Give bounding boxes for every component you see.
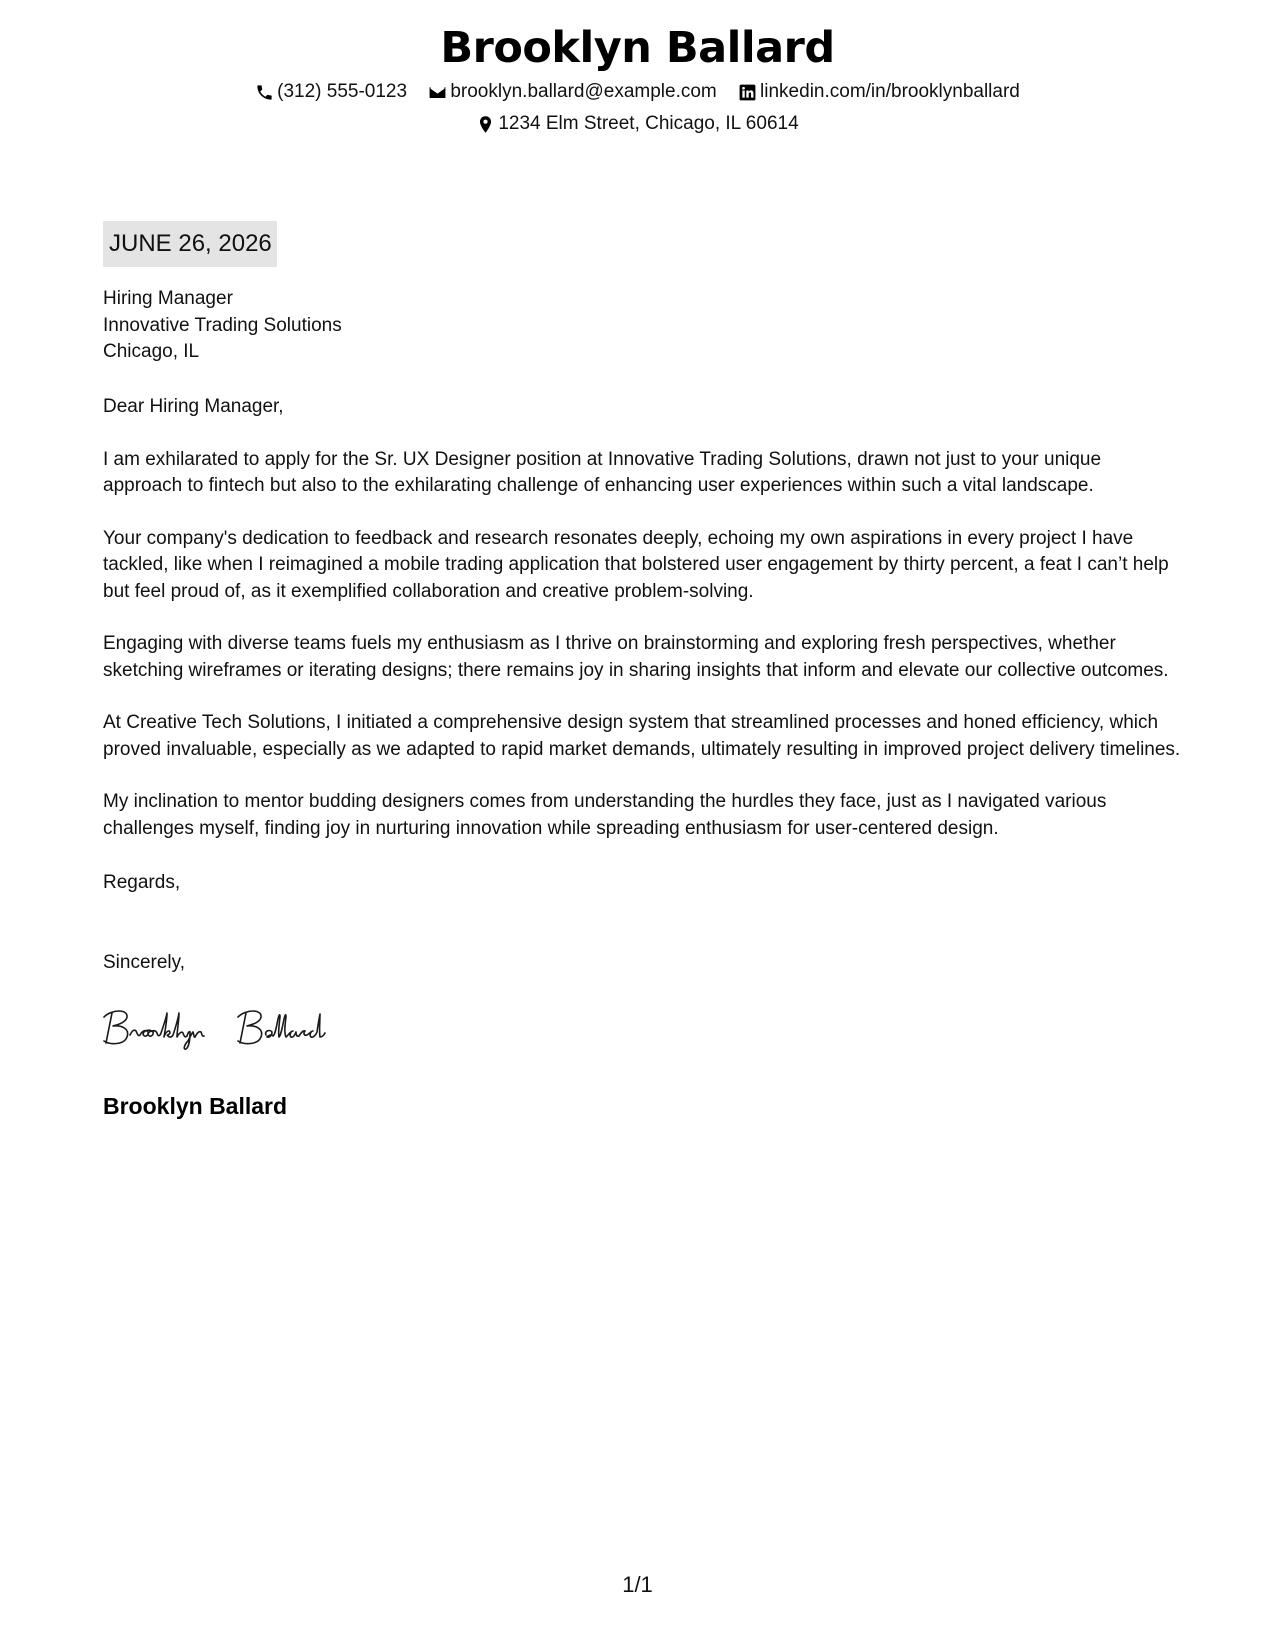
signer-name: Brooklyn Ballard (103, 1093, 288, 1119)
recipient-location: Chicago, IL (103, 341, 200, 362)
recipient-title: Hiring Manager (103, 288, 233, 309)
applicant-name-heading: Brooklyn Ballard (440, 23, 835, 73)
contact-phone (255, 79, 407, 105)
contact-row-primary (0, 79, 1275, 110)
letter-date: JUNE 26, 2026 (103, 221, 277, 267)
contact-address-text: 1234 Elm Street, Chicago, IL 60614 (498, 113, 799, 134)
map-marker-icon (476, 115, 495, 134)
closing-regards: Regards, (103, 872, 181, 893)
linkedin-icon (738, 83, 757, 102)
contact-linkedin-text[interactable]: linkedin.com/in/brooklynballard (760, 81, 1020, 102)
contact-linkedin[interactable] (738, 79, 1020, 105)
contact-address (476, 111, 798, 137)
recipient-company: Innovative Trading Solutions (103, 314, 342, 336)
contact-email-text[interactable]: brooklyn.ballard@example.com (450, 81, 717, 102)
body-paragraph: I am exhilarated to apply for the Sr. UX Designer position at Innovative Trading Solutions, drawn not just to your unique approach to fintech but also to the exhilarating challenge of enhancing user experiences within such a vital landscape. (103, 448, 1102, 496)
page-number: 1/1 (622, 1572, 653, 1597)
phone-icon (255, 83, 274, 102)
body-paragraph: My inclination to mentor budding designers comes from understanding the hurdles they face, just as I navigated various challenges myself, finding joy in nurturing innovation while spreading enthusiasm for user-centered design. (103, 791, 1107, 839)
contact-row-address (0, 111, 1275, 142)
body-paragraph: Engaging with diverse teams fuels my enthusiasm as I thrive on brainstorming and exploring fresh perspectives, whether sketching wireframes or iterating designs; there remains joy in sharing insights that inform and elevate our collective outcomes. (103, 633, 1169, 681)
closing-sincerely: Sincerely, (103, 952, 186, 973)
letter-body (103, 394, 1183, 868)
body-paragraph: At Creative Tech Solutions, I initiated a comprehensive design system that streamlined processes and honed efficiency, which proved invaluable, especially as we adapted to rapid market demands, ultimately resulting in improved project delivery timelines. (103, 712, 1181, 760)
body-paragraph: Your company's dedication to feedback and research resonates deeply, echoing my own aspirations in every project I have tackled, like when I reimagined a mobile trading application that bolstered user engagement by thirty percent, a feat I can’t help but feel proud of, as it exemplified collaboration and creative problem-solving. (103, 527, 1169, 602)
salutation: Dear Hiring Manager, (103, 396, 284, 417)
recipient-block (103, 286, 342, 366)
contact-email[interactable] (428, 79, 716, 105)
contact-phone-text: (312) 555-0123 (277, 81, 408, 102)
envelope-icon (428, 83, 447, 102)
handwritten-signature (100, 1005, 370, 1055)
